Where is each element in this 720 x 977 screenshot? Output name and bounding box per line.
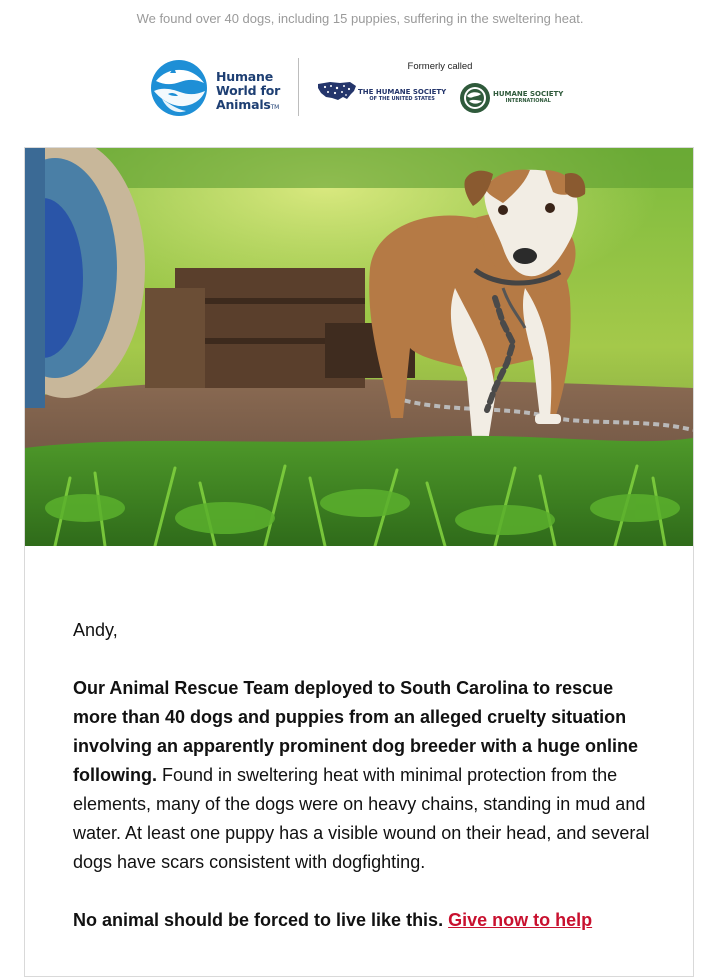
greeting: Andy,: [73, 620, 118, 640]
hsus-wordmark: [358, 88, 446, 102]
hsus-logo: [316, 78, 452, 106]
logo-line-3-text: Animals: [216, 97, 271, 112]
formerly-called-label: Formerly called: [407, 61, 473, 72]
hero-image-chained-dog[interactable]: [25, 148, 693, 546]
email-header: [0, 56, 720, 120]
hsus-line-2: OF THE UNITED STATES: [369, 96, 435, 102]
humane-world-for-animals-logo[interactable]: [150, 59, 290, 117]
paragraph-appeal: [73, 906, 653, 935]
hsi-logo: [459, 80, 579, 114]
appeal-bold-text: No animal should be forced to live like this.: [73, 910, 444, 930]
logo-wordmark: [216, 70, 280, 115]
hsi-wordmark: [493, 90, 563, 104]
paragraph-lead-bold: Our Animal Rescue Team deployed to South Carolina to rescue more than 40 dogs and puppies from an alleged cruelty situation involving an apparently prominent dog breeder with a huge online following.: [73, 678, 639, 785]
header-divider: [298, 58, 299, 116]
preheader-text: We found over 40 dogs, including 15 puppies, suffering in the sweltering heat.: [136, 11, 584, 26]
usa-map-icon: [316, 80, 358, 104]
hsus-line-1: THE HUMANE SOCIETY: [358, 88, 447, 96]
logo-trademark: TM: [270, 104, 280, 111]
globe-animals-icon: [150, 59, 208, 117]
logo-line-3: [216, 98, 280, 115]
hsi-seal-icon: [459, 82, 491, 114]
paragraph-details: Found in sweltering heat with minimal protection from the elements, many of the dogs were on heavy chains, standing in mud and water. At least one puppy has a visible wound on their head, and several dogs have scars consistent with dogfighting.: [73, 765, 650, 872]
paragraph-rescue-story: [73, 674, 653, 877]
hsi-line-2: INTERNATIONAL: [505, 98, 551, 104]
hsi-line-1: HUMANE SOCIETY: [493, 90, 564, 98]
email-card: [24, 147, 694, 977]
logo-line-2: World for: [216, 83, 281, 98]
give-now-link[interactable]: Give now to help: [448, 910, 593, 930]
email-body: [73, 616, 653, 935]
logo-line-1: Humane: [216, 69, 273, 84]
